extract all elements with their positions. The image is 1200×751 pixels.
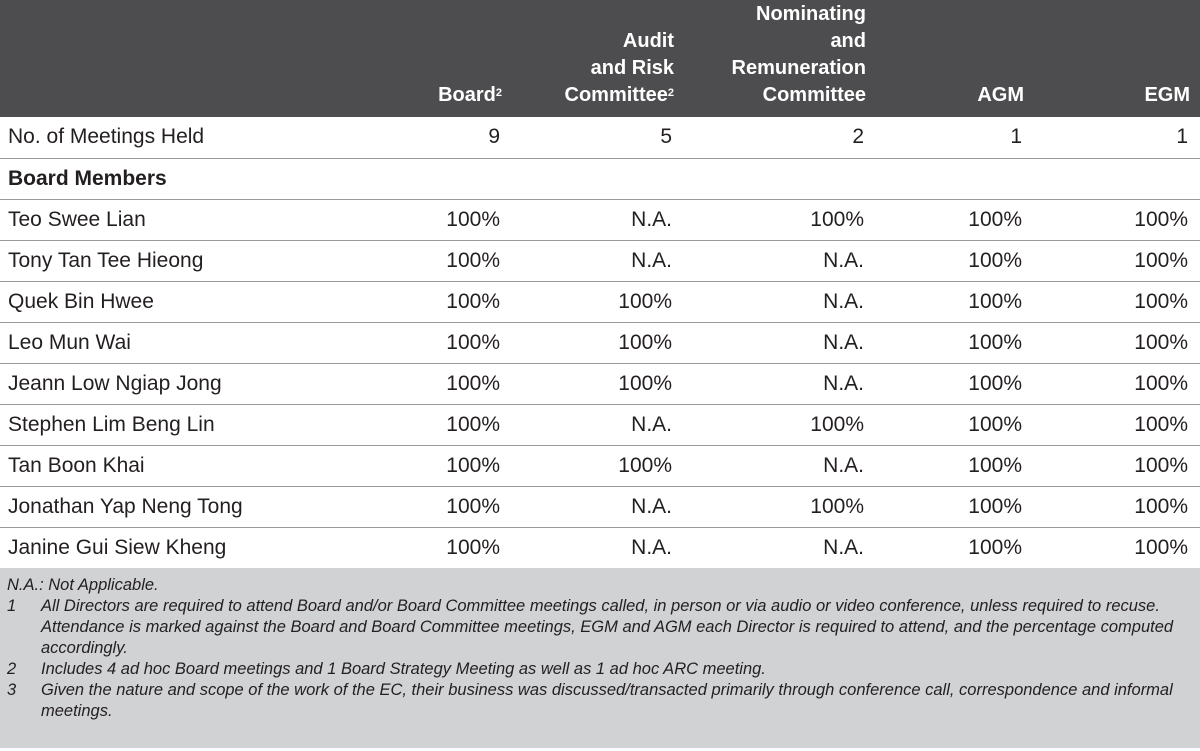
egm-attendance: 100%: [1134, 494, 1188, 518]
arc-attendance: 100%: [618, 371, 672, 395]
table-row: [0, 527, 1200, 568]
header-board: [340, 0, 512, 117]
arc-attendance: N.A.: [631, 494, 672, 518]
board-attendance: 100%: [446, 330, 500, 354]
footnote-number: 2: [7, 660, 17, 678]
table-row: [0, 240, 1200, 281]
member-name: Quek Bin Hwee: [8, 289, 154, 313]
arc-attendance: N.A.: [631, 535, 672, 559]
egm-attendance: 100%: [1134, 330, 1188, 354]
member-name: Janine Gui Siew Kheng: [8, 535, 227, 559]
agm-attendance: 100%: [968, 412, 1022, 436]
nrc-attendance: N.A.: [823, 371, 864, 395]
meetings-held-row: [0, 117, 1200, 158]
footnote-number: 3: [7, 681, 17, 699]
egm-attendance: 100%: [1134, 248, 1188, 272]
footnote-text: Given the nature and scope of the work of the EC, their business was discussed/transacted primarily through conference call, correspondence and informal meetings.: [41, 681, 1173, 720]
board-attendance: 100%: [446, 412, 500, 436]
meetings-agm: 1: [1010, 125, 1022, 149]
footnote-item: [7, 680, 1200, 722]
table-row: [0, 486, 1200, 527]
header-arc-line2: and Risk: [590, 57, 674, 79]
member-name: Stephen Lim Beng Lin: [8, 412, 215, 436]
agm-attendance: 100%: [968, 494, 1022, 518]
arc-attendance: 100%: [618, 330, 672, 354]
table-row: [0, 404, 1200, 445]
footnote-text: All Directors are required to attend Board and/or Board Committee meetings called, in person or via audio or video conference, unless required to recuse. Attendance is marked against the Board and Board Committee meetings, EGM and AGM each Director is required to attend, and the percentage computed accordingly.: [41, 597, 1174, 657]
member-name: Leo Mun Wai: [8, 330, 131, 354]
nrc-attendance: N.A.: [823, 535, 864, 559]
nrc-attendance: N.A.: [823, 453, 864, 477]
header-nrc-line2: and: [830, 30, 866, 52]
arc-attendance: N.A.: [631, 412, 672, 436]
nrc-attendance: 100%: [810, 494, 864, 518]
meetings-egm: 1: [1176, 125, 1188, 149]
agm-attendance: 100%: [968, 248, 1022, 272]
board-attendance: 100%: [446, 289, 500, 313]
arc-attendance: N.A.: [631, 248, 672, 272]
meetings-arc: 5: [660, 125, 672, 149]
agm-attendance: 100%: [968, 371, 1022, 395]
arc-attendance: 100%: [618, 453, 672, 477]
egm-attendance: 100%: [1134, 412, 1188, 436]
board-attendance: 100%: [446, 371, 500, 395]
meetings-held-label: No. of Meetings Held: [8, 125, 205, 149]
meetings-board: 9: [488, 125, 500, 149]
header-nrc-line4: Committee: [762, 84, 866, 106]
agm-attendance: 100%: [968, 207, 1022, 231]
footnote-item: [7, 659, 1200, 680]
egm-attendance: 100%: [1134, 535, 1188, 559]
egm-attendance: 100%: [1134, 453, 1188, 477]
header-arc-line1: Audit: [622, 30, 674, 52]
table-row: [0, 445, 1200, 486]
nrc-attendance: N.A.: [823, 289, 864, 313]
board-attendance: 100%: [446, 248, 500, 272]
nrc-attendance: 100%: [810, 207, 864, 231]
arc-attendance: N.A.: [631, 207, 672, 231]
footnote-item: [7, 596, 1200, 659]
table-header-row: [0, 0, 1200, 117]
nrc-attendance: 100%: [810, 412, 864, 436]
header-board-label: Board: [438, 84, 496, 106]
member-name: Tan Boon Khai: [8, 453, 145, 477]
meetings-nrc: 2: [852, 125, 864, 149]
agm-attendance: 100%: [968, 535, 1022, 559]
footnote-na: N.A.: Not Applicable.: [7, 576, 159, 594]
header-arc-footnote: 2: [667, 87, 674, 99]
footnotes: [0, 568, 1200, 748]
member-name: Tony Tan Tee Hieong: [8, 248, 204, 272]
footnote-number: 1: [7, 597, 17, 615]
egm-attendance: 100%: [1134, 207, 1188, 231]
table-row: [0, 281, 1200, 322]
board-attendance: 100%: [446, 494, 500, 518]
table-row: [0, 199, 1200, 240]
egm-attendance: 100%: [1134, 371, 1188, 395]
header-nrc-line1: Nominating: [756, 3, 866, 25]
agm-attendance: 100%: [968, 330, 1022, 354]
header-name-column: [0, 0, 340, 117]
agm-attendance: 100%: [968, 453, 1022, 477]
member-name: Teo Swee Lian: [8, 207, 146, 231]
board-attendance: 100%: [446, 535, 500, 559]
nrc-attendance: N.A.: [823, 330, 864, 354]
header-egm: EGM: [1144, 84, 1190, 106]
section-row-board-members: [0, 158, 1200, 199]
header-board-footnote: 2: [495, 87, 502, 99]
board-attendance: 100%: [446, 207, 500, 231]
nrc-attendance: N.A.: [823, 248, 864, 272]
member-name: Jonathan Yap Neng Tong: [8, 494, 243, 518]
table-row: [0, 322, 1200, 363]
header-nrc-line3: Remuneration: [731, 57, 866, 79]
member-name: Jeann Low Ngiap Jong: [8, 371, 222, 395]
section-label: Board Members: [8, 166, 167, 190]
board-attendance: 100%: [446, 453, 500, 477]
arc-attendance: 100%: [618, 289, 672, 313]
table-row: [0, 363, 1200, 404]
agm-attendance: 100%: [968, 289, 1022, 313]
footnote-text: Includes 4 ad hoc Board meetings and 1 Board Strategy Meeting as well as 1 ad hoc ARC meeting.: [41, 660, 766, 678]
header-nominating-remuneration-committee: [684, 0, 876, 117]
egm-attendance: 100%: [1134, 289, 1188, 313]
header-audit-risk-committee: [512, 0, 684, 117]
header-agm: AGM: [977, 84, 1024, 106]
header-arc-line3: Committee: [564, 84, 668, 106]
